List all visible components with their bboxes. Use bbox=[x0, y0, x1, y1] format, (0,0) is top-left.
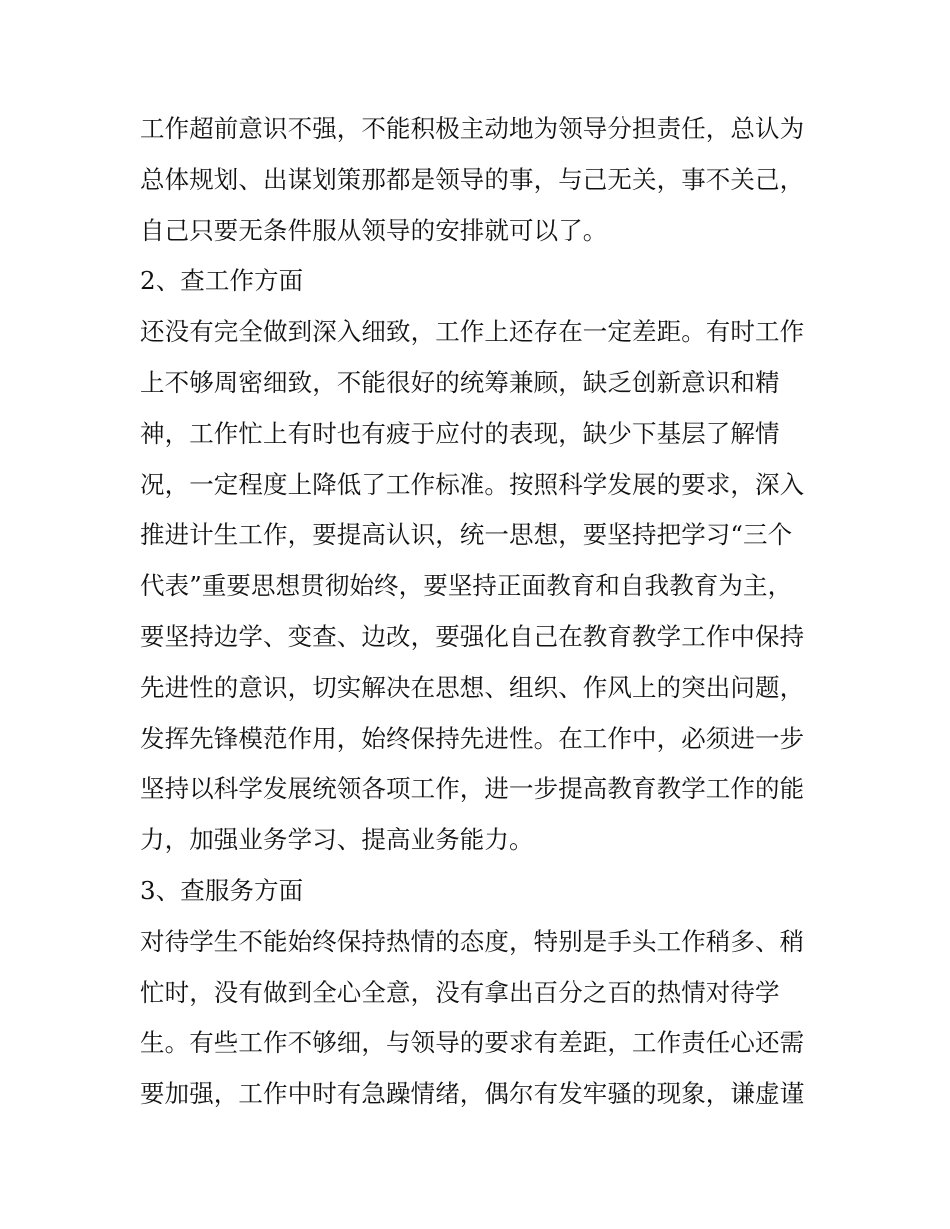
text-line-17: 对待学生不能始终保持热情的态度，特别是手头工作稍多、稍 bbox=[140, 926, 805, 956]
text-line-11: 要坚持边学、变查、边改，要强化自己在教育教学工作中保持 bbox=[140, 621, 805, 651]
text-line-13: 发挥先锋模范作用，始终保持先进性。在工作中，必须进一步 bbox=[140, 723, 805, 753]
section-heading-service: 3、查服务方面 bbox=[140, 875, 304, 905]
text-line-8: 况，一定程度上降低了工作标准。按照科学发展的要求，深入 bbox=[140, 469, 805, 499]
text-line-15: 力，加强业务学习、提高业务能力。 bbox=[140, 825, 534, 855]
text-line-1: 工作超前意识不强，不能积极主动地为领导分担责任，总认为 bbox=[140, 114, 805, 143]
text-line-7: 神，工作忙上有时也有疲于应付的表现，缺少下基层了解情 bbox=[140, 418, 780, 448]
section-heading-work: 2、查工作方面 bbox=[140, 266, 304, 296]
text-line-14: 坚持以科学发展统领各项工作，进一步提高教育教学工作的能 bbox=[140, 774, 805, 804]
text-line-18: 忙时，没有做到全心全意，没有拿出百分之百的热情对待学 bbox=[140, 977, 780, 1007]
text-line-19: 生。有些工作不够细，与领导的要求有差距，工作责任心还需 bbox=[140, 1028, 805, 1058]
text-line-9: 推进计生工作，要提高认识，统一思想，要坚持把学习“三个 bbox=[140, 520, 793, 550]
text-line-10: 代表”重要思想贯彻始终，要坚持正面教育和自我教育为主， bbox=[140, 571, 793, 601]
text-line-3: 自己只要无条件服从领导的安排就可以了。 bbox=[140, 215, 608, 245]
text-line-12: 先进性的意识，切实解决在思想、组织、作风上的突出问题， bbox=[140, 672, 805, 702]
text-line-20: 要加强，工作中时有急躁情绪，偶尔有发牢骚的现象，谦虚谨 bbox=[140, 1079, 805, 1109]
text-line-2: 总体规划、出谋划策那都是领导的事，与己无关，事不关己， bbox=[140, 164, 805, 194]
document-body bbox=[140, 104, 820, 1120]
text-line-5: 还没有完全做到深入细致，工作上还存在一定差距。有时工作 bbox=[140, 317, 805, 347]
text-line-6: 上不够周密细致，不能很好的统筹兼顾，缺乏创新意识和精 bbox=[140, 367, 780, 397]
